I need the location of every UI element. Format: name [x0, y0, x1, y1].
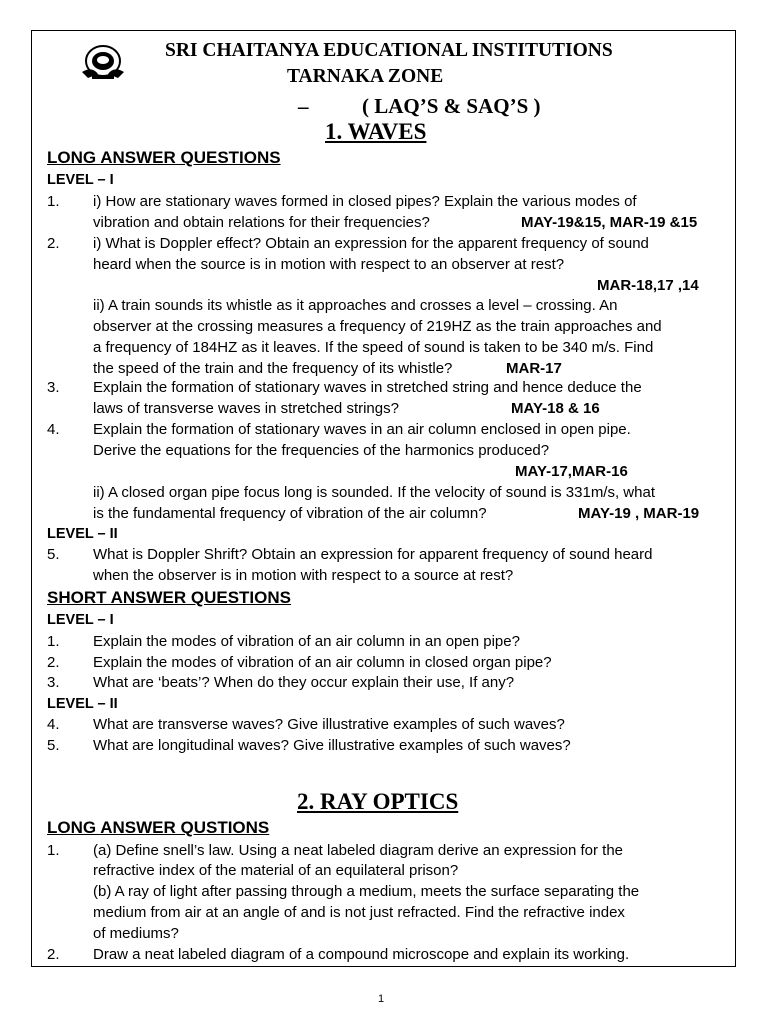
ch2-q2-line1: Draw a neat labeled diagram of a compound microscope and explain its working. — [93, 946, 630, 963]
ch2-q1-line4: medium from air at an angle of and is not just refracted. Find the refractive index — [93, 904, 625, 921]
ch1-s3-text: What are ‘beats’? When do they occur explain their use, If any? — [93, 674, 515, 691]
ch1-q2-line3: ii) A train sounds its whistle as it approaches and crosses a level – crossing. An — [93, 297, 618, 314]
ch1-q2-line1: i) What is Doppler effect? Obtain an expression for the apparent frequency of sound — [93, 235, 649, 252]
ch1-q2-line5: a frequency of 184HZ as it leaves. If the speed of sound is taken to be 340 m/s. Find — [93, 339, 654, 356]
ch1-q5-number: 5. — [47, 546, 60, 563]
institution-logo — [80, 42, 126, 82]
ch1-q3-tag: MAY-18 & 16 — [511, 400, 600, 417]
ch2-q1-line2: refractive index of the material of an equilateral prison? — [93, 862, 459, 879]
subtitle-text: ( LAQ’S & SAQ’S ) — [362, 94, 541, 118]
zone-name: TARNAKA ZONE — [287, 66, 444, 87]
subtitle-dash: – — [298, 94, 309, 118]
ch1-level-2: LEVEL – II — [47, 526, 118, 542]
ch1-s5-number: 5. — [47, 737, 60, 754]
ch1-q2-tag2: MAR-17 — [506, 360, 562, 377]
ch1-q4-line1: Explain the formation of stationary waves in an air column enclosed in open pipe. — [93, 421, 631, 438]
ch2-long-heading: LONG ANSWER QUSTIONS — [47, 818, 270, 837]
ch1-level-1: LEVEL – I — [47, 172, 114, 188]
document-subtitle — [298, 94, 541, 119]
ch2-q1-line5: of mediums? — [93, 925, 179, 942]
ch1-q4-number: 4. — [47, 421, 60, 438]
ch1-q1-tag: MAY-19&15, MAR-19 &15 — [521, 214, 698, 231]
chapter-2-title: 2. RAY OPTICS — [297, 789, 459, 814]
ch1-s4-number: 4. — [47, 716, 60, 733]
ch1-s1-number: 1. — [47, 633, 60, 650]
ch1-s2-text: Explain the modes of vibration of an air column in closed organ pipe? — [93, 654, 552, 671]
ch1-short-heading: SHORT ANSWER QUESTIONS — [47, 588, 291, 607]
ch1-q4-tag2: MAY-19 , MAR-19 — [578, 505, 700, 522]
ch1-q2-line4: observer at the crossing measures a frequency of 219HZ as the train approaches and — [93, 318, 662, 335]
ch1-q1-number: 1. — [47, 193, 60, 210]
ch1-q2-line2: heard when the source is in motion with respect to an observer at rest? — [93, 256, 565, 273]
ch1-long-heading: LONG ANSWER QUESTIONS — [47, 148, 281, 167]
ch1-s1-text: Explain the modes of vibration of an air column in an open pipe? — [93, 633, 520, 650]
ch1-q1-line2: vibration and obtain relations for their frequencies? — [93, 214, 430, 231]
ch1-q2-number: 2. — [47, 235, 60, 252]
ch2-q2-number: 2. — [47, 946, 60, 963]
ch2-q1-number: 1. — [47, 842, 60, 859]
ch1-q4-line3: ii) A closed organ pipe focus long is sounded. If the velocity of sound is 331m/s, what — [93, 484, 655, 501]
ch1-short-level-2: LEVEL – II — [47, 696, 118, 712]
institution-name: SRI CHAITANYA EDUCATIONAL INSTITUTIONS — [165, 40, 613, 61]
ch1-short-level-1: LEVEL – I — [47, 612, 114, 628]
ch1-q1-line1: i) How are stationary waves formed in closed pipes? Explain the various modes of — [93, 193, 637, 210]
ch1-s3-number: 3. — [47, 674, 60, 691]
ch1-q4-line4: is the fundamental frequency of vibration of the air column? — [93, 505, 487, 522]
ch1-q5-line2: when the observer is in motion with respect to a source at rest? — [93, 567, 514, 584]
ch1-q2-tag1: MAR-18,17 ,14 — [597, 277, 699, 294]
ch1-q4-line2: Derive the equations for the frequencies of the harmonics produced? — [93, 442, 550, 459]
page-number: 1 — [378, 993, 385, 1005]
ch2-q1-line3: (b) A ray of light after passing through a medium, meets the surface separating the — [93, 883, 640, 900]
ch1-q3-line2: laws of transverse waves in stretched strings? — [93, 400, 399, 417]
ch1-q5-line1: What is Doppler Shrift? Obtain an expression for apparent frequency of sound heard — [93, 546, 653, 563]
chapter-1-title: 1. WAVES — [325, 119, 427, 144]
ch2-q1-line1: (a) Define snell’s law. Using a neat labeled diagram derive an expression for the — [93, 842, 624, 859]
ch1-s2-number: 2. — [47, 654, 60, 671]
ch1-s4-text: What are transverse waves? Give illustrative examples of such waves? — [93, 716, 565, 733]
ch1-s5-text: What are longitudinal waves? Give illustrative examples of such waves? — [93, 737, 571, 754]
ch1-q2-line6: the speed of the train and the frequency of its whistle? — [93, 360, 453, 377]
ch1-q3-number: 3. — [47, 379, 60, 396]
ch1-q3-line1: Explain the formation of stationary waves in stretched string and hence deduce the — [93, 379, 642, 396]
ch1-q4-tag1: MAY-17,MAR-16 — [515, 463, 628, 480]
